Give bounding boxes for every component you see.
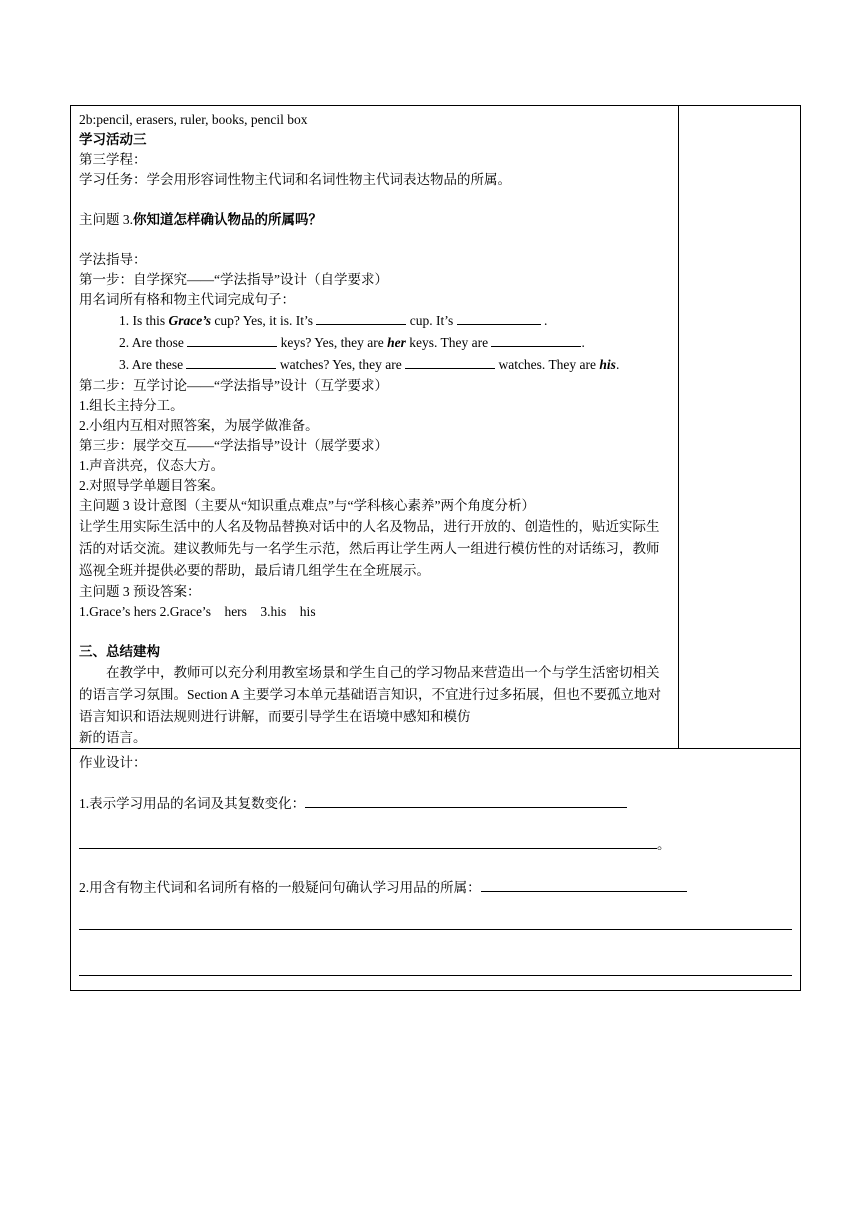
blank: [491, 332, 581, 347]
design-intent-text: 让学生用实际生活中的人名及物品替换对话中的人名及物品，进行开放的、创造性的，贴近实际生活的对话交流。建议教师先与一名学生示范，然后再让学生两人一组进行模仿性的对话练习，教师巡视全班并提供必要的帮助，最后请几组学生在全班展示。: [79, 519, 660, 578]
answers: 1.Grace’s hers 2.Grace’s hers 3.his his: [79, 604, 316, 619]
lesson-row: [71, 106, 801, 749]
blank: [187, 332, 277, 347]
line-2b: 2b:pencil, erasers, ruler, books, pencil box: [79, 112, 308, 127]
method-guide: 学法指导：: [79, 252, 147, 267]
answer-line[interactable]: [305, 793, 627, 808]
homework-q2: 2.用含有物主代词和名词所有格的一般疑问句确认学习用品的所属：: [79, 877, 792, 898]
blank: [316, 310, 406, 325]
lesson-plan-table: [70, 105, 801, 991]
activity-title: 学习活动三: [79, 132, 147, 147]
design-intent-title: 主问题 3 设计意图（主要从“知识重点难点”与“学科核心素养”两个角度分析）: [79, 498, 535, 513]
homework-row: [71, 749, 801, 991]
blank: [405, 354, 495, 369]
blank: [457, 310, 541, 325]
blank: [186, 354, 276, 369]
homework-q1: 1.表示学习用品的名词及其复数变化：: [79, 793, 792, 814]
exercise-3: 3. Are these watches? Yes, they are watches. They are his.: [79, 354, 670, 376]
study-process: 第三学程：: [79, 152, 147, 167]
step2: 第二步：互学讨论——“学法指导”设计（互学要求）: [79, 378, 388, 393]
step2-item: 2.小组内互相对照答案，为展学做准备。: [79, 418, 319, 433]
summary-text: 在教学中，教师可以充分利用教室场景和学生自己的学习物品来营造出一个与学生活密切相关的语言学习氛围。Section A 主要学习本单元基础语言知识，不宜进行过多拓展，但也不要孤立地对语言知识和语法规则进行讲解，而要引导学生在语境中感知和模仿: [79, 665, 662, 724]
exercise-1: 1. Is this Grace’s cup? Yes, it is. It’s cup. It’s .: [79, 310, 670, 332]
answer-line[interactable]: [481, 877, 687, 892]
homework-title: 作业设计：: [79, 755, 147, 770]
step2-item: 1.组长主持分工。: [79, 398, 184, 413]
notes-cell: [678, 106, 800, 749]
answer-line[interactable]: [79, 834, 657, 849]
exercise-2-her: her: [387, 335, 406, 350]
step1: 第一步：自学探究——“学法指导”设计（自学要求）: [79, 272, 388, 287]
summary-title: 三、总结建构: [79, 644, 160, 659]
exercise-1-name: Grace’s: [168, 313, 211, 328]
step3-item: 2.对照导学单题目答案。: [79, 478, 225, 493]
step3: 第三步：展学交互——“学法指导”设计（展学要求）: [79, 438, 388, 453]
step3-item: 1.声音洪亮，仪态大方。: [79, 458, 225, 473]
main-question: [79, 210, 670, 230]
homework-cell: [71, 749, 801, 991]
main-question-prefix: 主问题 3.: [79, 212, 133, 227]
answers-title: 主问题 3 预设答案：: [79, 584, 201, 599]
lesson-content-cell: [71, 106, 679, 749]
answer-line[interactable]: [79, 974, 792, 976]
exercise-2: 2. Are those keys? Yes, they are her keys. They are .: [79, 332, 670, 354]
exercise-3-his: his: [599, 357, 616, 372]
main-question-text: 你知道怎样确认物品的所属吗？: [133, 212, 322, 227]
step1-instruction: 用名词所有格和物主代词完成句子：: [79, 292, 295, 307]
homework-q1-line2: 。: [79, 834, 792, 855]
summary-tail: 新的语言。: [79, 730, 147, 745]
study-task: 学习任务：学会用形容词性物主代词和名词性物主代词表达物品的所属。: [79, 172, 511, 187]
